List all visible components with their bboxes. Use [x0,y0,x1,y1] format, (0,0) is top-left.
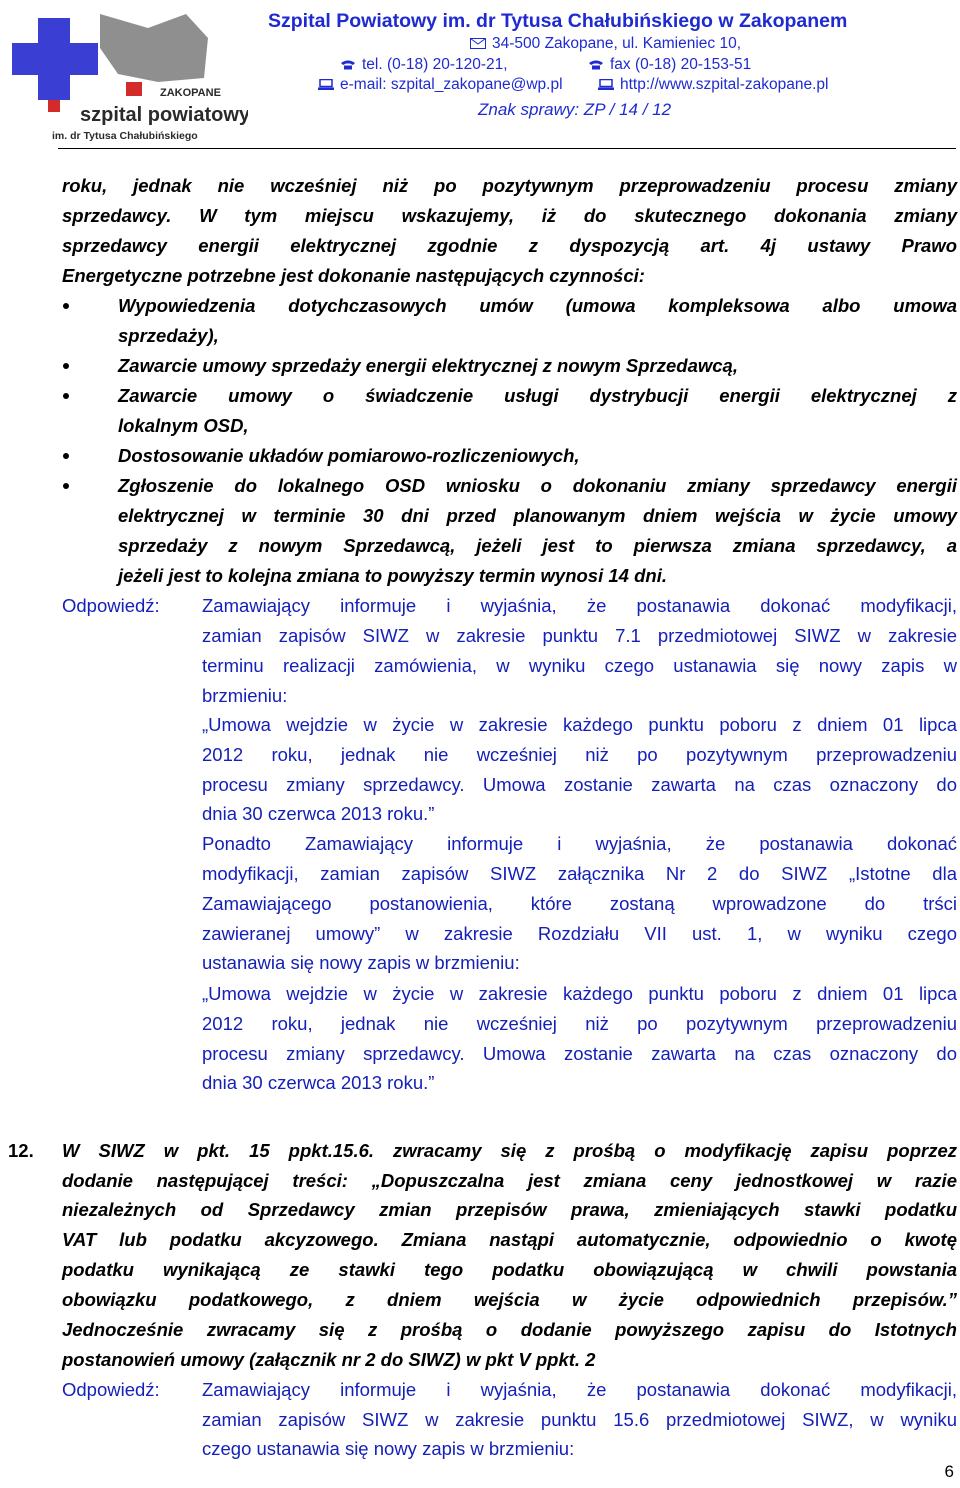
answer-line: Zamawiający informuje i wyjaśnia, że postanawia dokonać modyfikacji, [202,1379,957,1400]
question-line: Jednocześnie zwracamy się z prośbą o dodanie powyższego zapisu do Istotnych [62,1319,957,1340]
answer-line: dnia 30 czerwca 2013 roku.” [202,803,435,824]
hospital-name: Szpital Powiatowy im. dr Tytusa Chałubińskiego w Zakopanem [268,10,848,32]
www-line [598,76,829,94]
answer-line: dnia 30 czerwca 2013 roku.” [202,1072,435,1093]
hospital-logo [8,8,248,148]
logo-word-main: szpital powiatowy [80,104,248,126]
bullet-item-line: jeżeli jest to kolejna zmiana to powyższy termin wynosi 14 dni. [118,565,667,586]
answer-line: „Umowa wejdzie w życie w zakresie każdego punktu poboru z dniem 01 lipca [202,983,957,1004]
bullet-item-line: sprzedaży), [118,325,219,346]
answer-line: procesu zmiany sprzedawcy. Umowa zostanie zawarta na czas oznaczony do [202,1043,957,1064]
question-line: dodanie następującej treści: „Dopuszczalna jest zmiana ceny jednostkowej w razie [62,1170,957,1191]
answer-line: ustanawia się nowy zapis w brzmieniu: [202,952,520,973]
question-line: obowiązku podatkowego, z dniem wejścia w życie odpowiednich przepisów.” [62,1289,957,1310]
fax-line [588,56,751,74]
tel-text: tel. (0-18) 20-120-21, [362,56,508,73]
envelope-icon [470,36,486,47]
computer-icon [318,77,334,88]
phone-icon [588,57,604,68]
question-line: VAT lub podatku akcyzowego. Zmiana nastąpi automatycznie, odpowiednio o kwotę [62,1229,957,1250]
answer-label: Odpowiedź: [62,1379,160,1400]
answer-line: Zamawiający informuje i wyjaśnia, że postanawia dokonać modyfikacji, [202,595,957,616]
answer-line: „Umowa wejdzie w życie w zakresie każdego punktu poboru z dniem 01 lipca [202,714,957,735]
hospital-logo-graphic [8,8,248,148]
question-line: niezależnych od Sprzedawcy zmian przepisów prawa, zmieniających stawki podatku [62,1199,957,1220]
bullet-item-line: Dostosowanie układów pomiarowo-rozliczeniowych, [118,445,580,466]
answer-label: Odpowiedź: [62,595,160,616]
answer-line: zawieranej umowy” w zakresie Rozdziału VII ust. 1, w wyniku czego [202,923,957,944]
bullet-item-line: Zawarcie umowy sprzedaży energii elektrycznej z nowym Sprzedawcą, [118,355,738,376]
question-line: podatku wynikającą ze stawki tego podatku obowiązującą w chwili powstania [62,1259,957,1280]
answer-line: brzmieniu: [202,685,288,706]
fax-text: fax (0-18) 20-153-51 [610,56,752,73]
answer-line: zamian zapisów SIWZ w zakresie punktu 15.6 przedmiotowej SIWZ, w wyniku [202,1409,957,1430]
bullet-item-line: lokalnym OSD, [118,415,249,436]
bullet-dot [63,393,69,399]
address-text: 34-500 Zakopane, ul. Kamieniec 10, [492,35,742,52]
computer-icon [598,77,614,88]
reference-number: Znak sprawy: ZP / 14 / 12 [478,100,672,119]
bullet-item-line: Zawarcie umowy o świadczenie usługi dystrybucji energii elektrycznej z [118,385,957,406]
answer-line: terminu realizacji zamówienia, w wyniku czego ustanawia się nowy zapis w [202,655,957,676]
answer-line: zamian zapisów SIWZ w zakresie punktu 7.1 przedmiotowej SIWZ w zakresie [202,625,957,646]
bullet-dot [63,363,69,369]
answer-line: modyfikacji, zamian zapisów SIWZ załącznika Nr 2 do SIWZ „Istotne dla [202,863,957,884]
paragraph-line: roku, jednak nie wcześniej niż po pozytywnym przeprowadzeniu procesu zmiany [62,175,957,196]
answer-line: czego ustanawia się nowy zapis w brzmieniu: [202,1438,575,1459]
answer-line: 2012 roku, jednak nie wcześniej niż po pozytywnym przeprowadzeniu [202,1013,957,1034]
bullet-dot [63,303,69,309]
email-line [318,76,563,94]
answer-line: 2012 roku, jednak nie wcześniej niż po pozytywnym przeprowadzeniu [202,744,957,765]
question-number: 12. [8,1140,34,1161]
answer-line: Zamawiającego postanowienia, które zostaną wprowadzone do trści [202,893,957,914]
tel-line [340,56,508,74]
email-text[interactable]: e-mail: szpital_zakopane@wp.pl [340,76,563,93]
paragraph-line: Energetyczne potrzebne jest dokonanie następujących czynności: [62,265,645,286]
answer-line: Ponadto Zamawiający informuje i wyjaśnia, że postanawia dokonać [202,833,957,854]
address-line [470,35,741,53]
header-divider [58,148,956,149]
bullet-item-line: Wypowiedzenia dotychczasowych umów (umowa kompleksowa albo umowa [118,295,957,316]
page-number: 6 [944,1462,954,1481]
bullet-dot [63,453,69,459]
bullet-item-line: elektrycznej w terminie 30 dni przed planowanym dniem wejścia w życie umowy [118,505,957,526]
www-text[interactable]: http://www.szpital-zakopane.pl [620,76,829,93]
question-line: W SIWZ w pkt. 15 ppkt.15.6. zwracamy się z prośbą o modyfikację zapisu poprzez [62,1140,957,1161]
bullet-item-line: Zgłoszenie do lokalnego OSD wniosku o dokonaniu zmiany sprzedawcy energii [118,475,957,496]
question-line: postanowień umowy (załącznik nr 2 do SIWZ) w pkt V ppkt. 2 [62,1349,596,1370]
phone-icon [340,57,356,68]
paragraph-line: sprzedawcy energii elektrycznej zgodnie z dyspozycją art. 4j ustawy Prawo [62,235,957,256]
answer-line: procesu zmiany sprzedawcy. Umowa zostanie zawarta na czas oznaczony do [202,774,957,795]
logo-word-top: ZAKOPANE [160,87,221,99]
paragraph-line: sprzedawcy. W tym miejscu wskazujemy, iż do skutecznego dokonania zmiany [62,205,957,226]
logo-word-sub: im. dr Tytusa Chałubińskiego [52,130,198,142]
bullet-item-line: sprzedaży z nowym Sprzedawcą, jeżeli jest to pierwsza zmiana sprzedawcy, a [118,535,957,556]
bullet-dot [63,483,69,489]
